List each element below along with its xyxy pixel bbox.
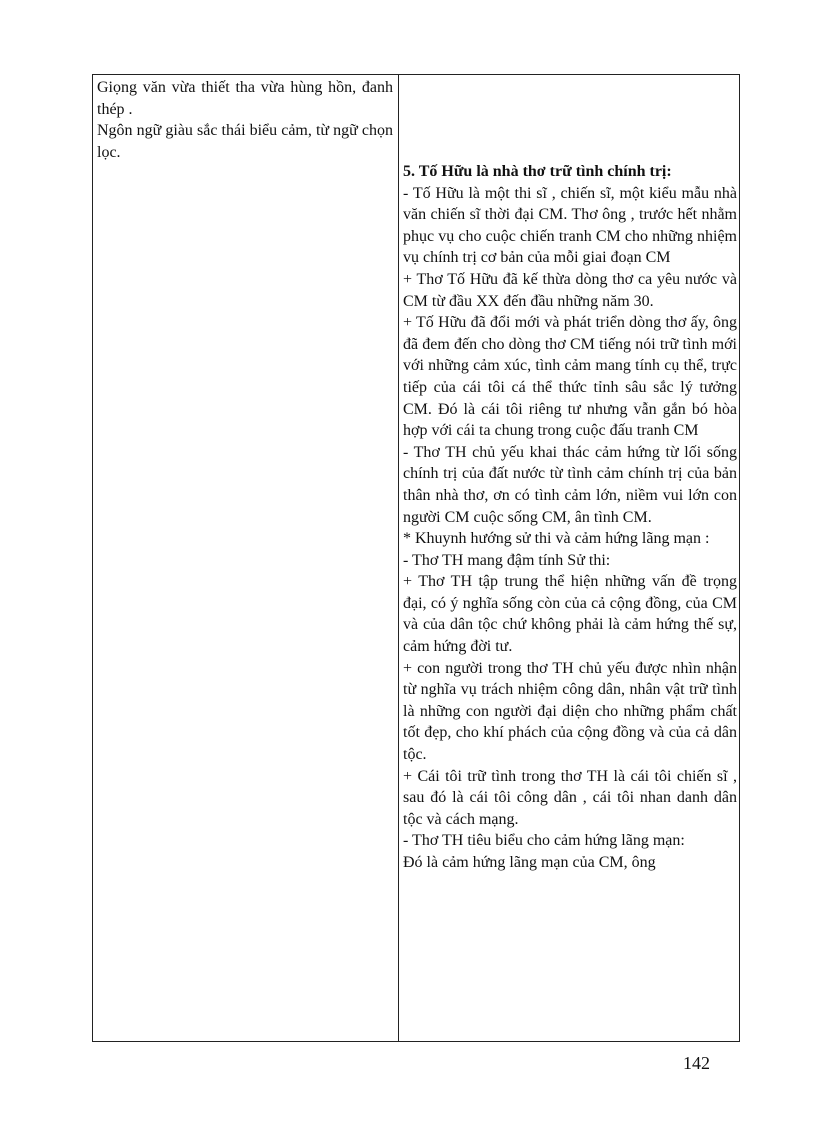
right-paragraph: * Khuynh hướng sử thi và cảm hứng lãng mạn : [403, 530, 710, 548]
section-heading: 5. Tố Hữu là nhà thơ trữ tình chính trị: [403, 163, 672, 180]
right-paragraph: + Cái tôi trữ tình trong thơ TH là cái tôi chiến sĩ , sau đó là cái tôi công dân , cái tôi nhan danh dân tộc và cách mạng. [403, 767, 737, 828]
right-paragraph: + Thơ TH tập trung thể hiện những vấn đề trọng đại, có ý nghĩa sống còn của cả cộng đồng, của CM và của dân tộc chứ không phải là cảm hứng thế sự, cảm hứng đời tư. [403, 573, 737, 656]
left-column [97, 77, 393, 163]
right-paragraph: - Thơ TH chủ yếu khai thác cảm hứng từ lối sống chính trị của đất nước từ tình cảm chính trị của bản thân nhà thơ, ơn có tình cảm lớn, niềm vui lớn con người CM cuộc sống CM, ân tình CM. [403, 443, 737, 526]
left-paragraph-2: Ngôn ngữ giàu sắc thái biểu cảm, từ ngữ chọn lọc. [97, 122, 393, 161]
page-number: 142 [683, 1053, 710, 1073]
right-paragraph: + Tố Hữu đã đổi mới và phát triển dòng thơ ấy, ông đã đem đến cho dòng thơ CM tiếng nói trữ tình mới với những cảm xúc, tình cảm mang tính cụ thể, trực tiếp của cái tôi cá thể thức tỉnh sâu sắc lý tưởng CM. Đó là cái tôi riêng tư nhưng vẫn gắn bó hòa hợp với cái ta chung trong cuộc đấu tranh CM [403, 314, 737, 440]
content-table [92, 74, 740, 1042]
right-paragraph: Đó là cảm hứng lãng mạn của CM, ông [403, 854, 656, 871]
left-paragraph-1: Giọng văn vừa thiết tha vừa hùng hồn, đanh thép . [97, 79, 393, 118]
right-paragraph: + con người trong thơ TH chủ yếu được nhìn nhận từ nghĩa vụ trách nhiệm công dân, nhân vật trữ tình là những con người đại diện cho những phẩm chất tốt đẹp, cho khí phách của cộng đồng và của cả dân tộc. [403, 659, 737, 764]
right-paragraph: - Tố Hữu là một thi sĩ , chiến sĩ, một kiểu mẫu nhà văn chiến sĩ thời đại CM. Thơ ông , trước hết nhằm phục vụ cho cuộc chiến tranh CM cho những nhiệm vụ chính trị cơ bản của mỗi giai đoạn CM [403, 184, 737, 267]
right-column [403, 161, 737, 874]
right-paragraph: - Thơ TH mang đậm tính Sử thi: [403, 551, 611, 569]
right-paragraph: + Thơ Tố Hữu đã kế thừa dòng thơ ca yêu nước và CM từ đầu XX đến đầu những năm 30. [403, 270, 737, 310]
column-divider [398, 75, 399, 1041]
right-paragraph: - Thơ TH tiêu biểu cho cảm hứng lãng mạn: [403, 832, 685, 850]
